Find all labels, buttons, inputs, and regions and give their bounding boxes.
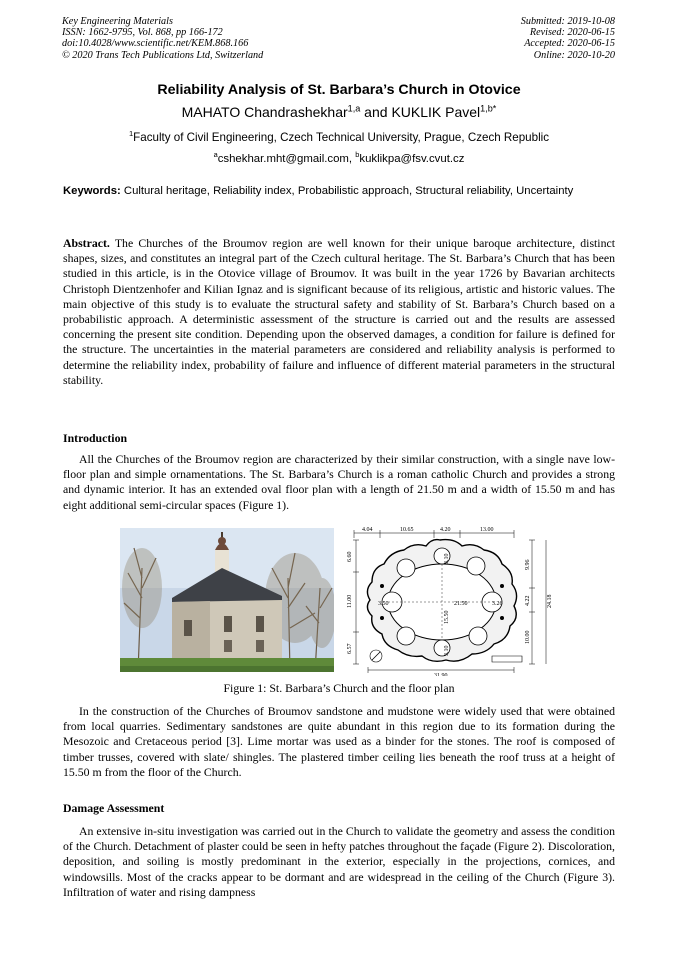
intro-paragraph-2: In the construction of the Churches of Broumov sandstone and mudstone were widely used that were obtained from local quarries. Sedimentary sandstones are quite abundant in this region due to its formation during the Mesozoic and Cretaceous period [3]. Lime mortar was used as a binder for the stones. The roof is composed of timber trusses, covered with slate/ shingles. The plastered timber ceiling lies beneath the roof truss at a height of 15.50 m from the floor of the Church. bbox=[63, 704, 615, 779]
copyright-line: © 2020 Trans Tech Publications Ltd, Switzerland bbox=[62, 49, 264, 61]
dim-overall-length: 31.90 bbox=[434, 673, 448, 676]
online-date: Online: 2020-10-20 bbox=[533, 49, 615, 61]
dim-top-niche: 3.10 bbox=[444, 553, 450, 564]
dim-overall-height: 24.18 bbox=[547, 594, 553, 608]
issn-line: ISSN: 1662-9795, Vol. 868, pp 166-172 bbox=[62, 27, 223, 39]
dim-left-apse: 3.50 bbox=[378, 601, 389, 607]
author-2-name: KUKLIK Pavel bbox=[391, 104, 481, 120]
author-2-sup: 1,b* bbox=[480, 103, 497, 114]
church-photo bbox=[120, 528, 334, 672]
email-b-sup: b bbox=[355, 150, 360, 160]
dim-left-2: 11.00 bbox=[347, 594, 353, 608]
email-a: cshekhar.mht@gmail.com, bbox=[217, 153, 356, 165]
dim-right-3: 10.00 bbox=[525, 630, 531, 644]
dim-top-4: 13.00 bbox=[480, 527, 494, 533]
dim-right-1: 9.96 bbox=[525, 559, 531, 570]
journal-header-left bbox=[62, 16, 263, 61]
floor-plan-diagram bbox=[342, 524, 554, 676]
revised-date: Revised: 2020-06-15 bbox=[529, 27, 615, 39]
affiliation-sup: 1 bbox=[128, 129, 134, 139]
accepted-date: Accepted: 2020-06-15 bbox=[524, 38, 615, 50]
affiliation bbox=[40, 131, 638, 144]
keywords bbox=[63, 185, 615, 199]
dim-top-2: 10.65 bbox=[400, 527, 414, 533]
dim-right-apse: 3.26 bbox=[492, 601, 503, 607]
author-line bbox=[40, 104, 638, 120]
email-line bbox=[40, 150, 638, 165]
keywords-label: Keywords: bbox=[63, 185, 121, 197]
figure-caption: Figure 1: St. Barbara’s Church and the floor plan bbox=[223, 681, 455, 695]
dim-inner-length: 21.50 bbox=[454, 601, 468, 607]
dim-top-1: 4.04 bbox=[362, 527, 373, 533]
author-1-name: MAHATO Chandrashekhar bbox=[181, 104, 348, 120]
journal-name: Key Engineering Materials bbox=[62, 16, 173, 27]
dim-left-3: 6.57 bbox=[347, 643, 353, 654]
affiliation-text: Faculty of Civil Engineering, Czech Technical University, Prague, Czech Republic bbox=[133, 131, 550, 144]
journal-header-right bbox=[521, 16, 615, 61]
abstract-text: The Churches of the Broumov region are well known for their unique baroque architecture, distinct shapes, sizes, and constitutes an integral part of the Czech cultural heritage. The St. Barbara’s Church that has been studied in this article, is in the Otovice village of Broumov. It was built in the year 1726 by Bavarian architects Christoph Dientzenhofer and Kilian Ignaz and is significant because of its religious, artistic and historic values. The main objective of this study is to evaluate the structural safety and stability of St. Barbara’s Church based on a probabilistic approach. A deterministic assessment of the structure is carried out and the results are assessed concerning the present site condition. Depending upon the observed damages, a condition for failure is defined for the structure. The uncertainties in the material parameters are considered and reliability analysis is performed to determine the reliability index, probability of failure and influence of different material parameters in the structural stability. bbox=[63, 236, 615, 387]
damage-paragraph-1: An extensive in-situ investigation was carried out in the Church to validate the geometry and assess the condition of the Church. Detachment of plaster could be seen in hefty patches throughout the façade (Figure 2). Discoloration, deposition, and soiling is mostly predominant in the exterior, especially in the projections, cornices, and windowsills. Most of the cracks appear to be dormant and are widespread in the ceiling of the Church (Figure 3). Infiltration of water and rising dampness bbox=[63, 824, 615, 899]
dim-bottom-niche: 3.10 bbox=[444, 645, 450, 656]
dim-top-3: 4.20 bbox=[440, 527, 451, 533]
submitted-date: Submitted: 2019-10-08 bbox=[520, 16, 615, 27]
abstract bbox=[63, 236, 615, 388]
email-b: kuklikpa@fsv.cvut.cz bbox=[359, 153, 465, 165]
intro-paragraph-1: All the Churches of the Broumov region are characterized by their similar construction, with a single nave low-floor plan and simple ornamentations. The St. Barbara’s Church is a roman catholic Church and provides a strong and dynamic interior. It has an extended oval floor plan with a length of 21.50 m and a width of 15.50 m and has eight additional semi-circular spaces (Figure 1). bbox=[63, 452, 615, 512]
abstract-label: Abstract. bbox=[63, 236, 110, 250]
author-conjunction: and bbox=[360, 104, 392, 120]
dim-right-2: 4.22 bbox=[525, 595, 531, 606]
author-1-sup: 1,a bbox=[347, 103, 361, 114]
paper-title: Reliability Analysis of St. Barbara’s Church in Otovice bbox=[157, 82, 521, 98]
dim-left-1: 6.60 bbox=[347, 551, 353, 562]
dim-inner-width: 15.50 bbox=[444, 610, 450, 624]
email-a-sup: a bbox=[213, 150, 218, 160]
doi-line: doi:10.4028/www.scientific.net/KEM.868.166 bbox=[62, 38, 249, 50]
intro-heading: Introduction bbox=[63, 431, 128, 445]
damage-heading: Damage Assessment bbox=[63, 801, 165, 815]
keywords-text: Cultural heritage, Reliability index, Probabilistic approach, Structural reliability, Uncertainty bbox=[120, 185, 574, 197]
